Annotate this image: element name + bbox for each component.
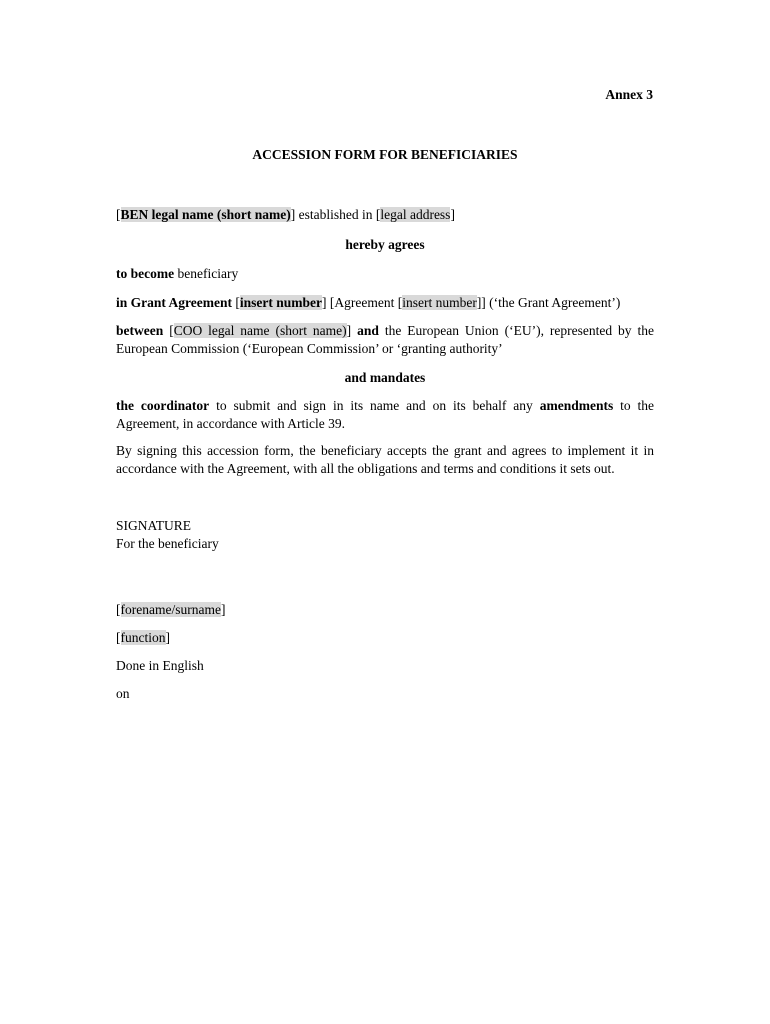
become-bold: to become [116,266,175,281]
on-label: on [116,686,130,701]
hereby-agrees: hereby agrees [345,237,425,252]
insert-number-placeholder-2: insert number [402,295,477,310]
signature-heading: SIGNATURE [116,518,192,533]
bracket: [ [116,207,121,222]
bracket: ] [346,323,358,338]
function-placeholder: function [120,630,166,645]
bracket: ] [450,207,455,222]
grant-mid: ] [Agreement [ [321,295,403,310]
bracket: [ [163,323,174,338]
bracket: [ [231,295,240,310]
become-line [116,265,654,283]
signing-paragraph: By signing this accession form, the beneficiary accepts the grant and agrees to implement it in accordance with the Agreement, with all the obligations and terms and conditions it sets out. [116,443,654,476]
legal-address-placeholder: legal address [380,207,451,222]
bracket: ] [220,602,226,617]
coordinator-bold: the coordinator [116,398,210,413]
coordinator-mid: to submit and sign in its name and on its behalf any [209,398,540,413]
between-bold: between [116,323,164,338]
form-title: ACCESSION FORM FOR BENEFICIARIES [252,147,518,162]
bracket: [ [116,630,121,645]
grant-close: ]] (‘the Grant Agreement’) [476,295,621,310]
amendments-bold: amendments [539,398,614,413]
established-text: ] established in [ [290,207,381,222]
coo-name-placeholder: COO legal name (short name) [173,323,347,338]
coordinator-paragraph [116,397,654,433]
function-line [116,629,654,647]
insert-number-placeholder-1: insert number [239,295,322,310]
done-in-english: Done in English [116,658,204,673]
for-beneficiary: For the beneficiary [116,536,219,551]
forename-line [116,601,654,619]
and-mandates: and mandates [344,370,426,385]
bracket: [ [116,602,121,617]
ben-name-placeholder: BEN legal name (short name) [120,207,291,222]
beneficiary-line [116,206,654,224]
grant-bold: in Grant Agreement [116,295,232,310]
grant-line [116,294,654,312]
between-rest: the European Union (‘EU’), represented by the European Commission (‘European Commission’ or ‘granting authority’ [116,323,654,356]
bracket: ] [165,630,170,645]
forename-placeholder: forename/surname [120,602,221,617]
between-paragraph [116,322,654,358]
become-rest: beneficiary [174,266,239,281]
annex-label: Annex 3 [605,87,653,102]
coordinator-rest: to the Agreement, in accordance with Article 39. [116,398,655,431]
and-bold: and [357,323,379,338]
